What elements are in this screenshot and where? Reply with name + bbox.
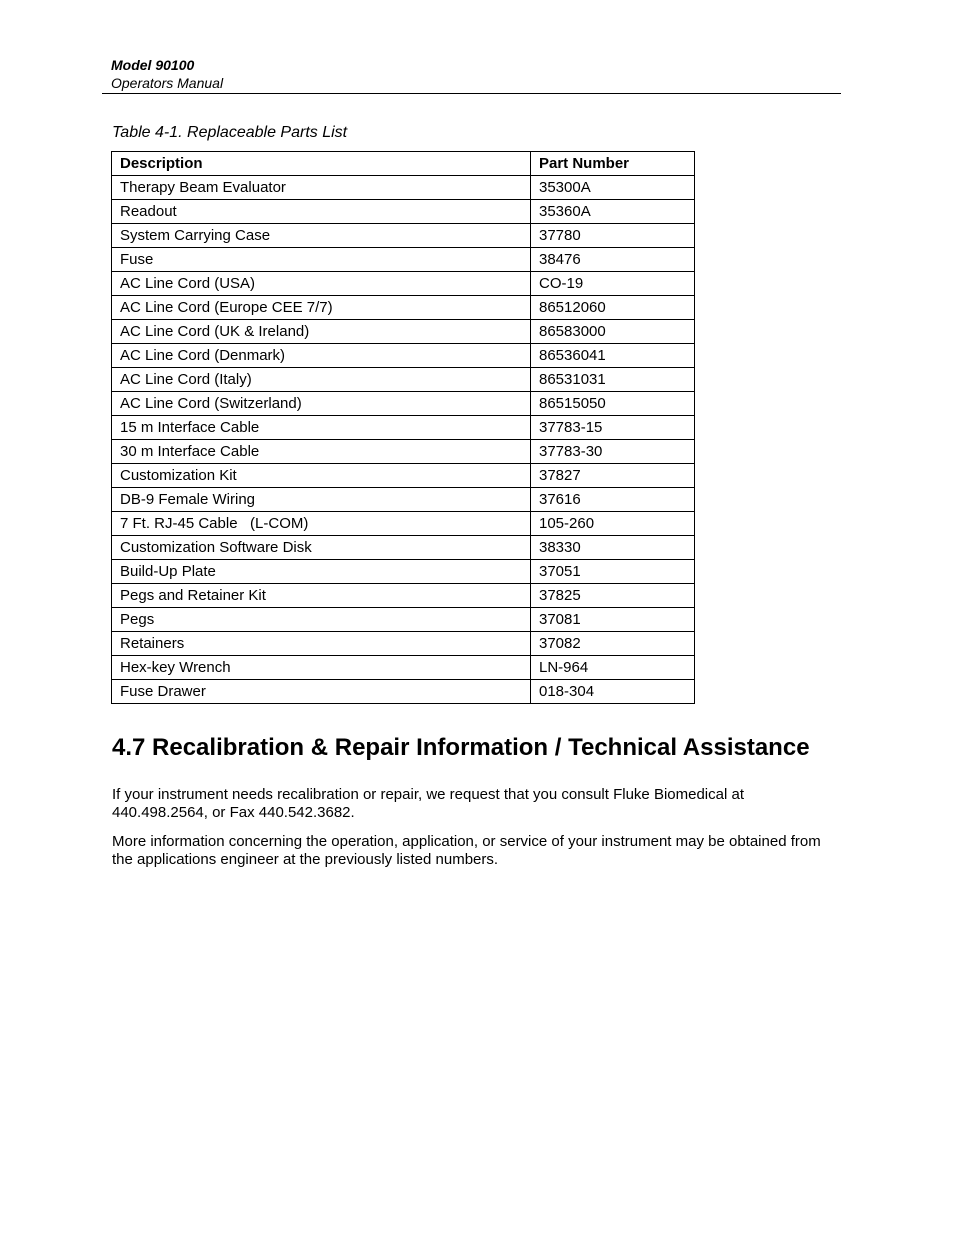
- cell-part-number: LN-964: [531, 656, 695, 680]
- cell-description: AC Line Cord (USA): [112, 272, 531, 296]
- table-row: [112, 560, 695, 584]
- table-row: [112, 176, 695, 200]
- cell-description: 7 Ft. RJ-45 Cable (L-COM): [112, 512, 531, 536]
- section-heading: 4.7 Recalibration & Repair Information / Technical Assistance: [112, 734, 810, 761]
- cell-description: Build-Up Plate: [112, 560, 531, 584]
- table-header-row: [112, 152, 695, 176]
- page-header: [102, 56, 841, 94]
- cell-part-number: 37616: [531, 488, 695, 512]
- cell-part-number: 38330: [531, 536, 695, 560]
- table-row: [112, 464, 695, 488]
- paragraph-more-information: More information concerning the operation, application, or service of your instrument may be obtained from the applications engineer at the previously listed numbers.: [112, 833, 821, 868]
- table-row: [112, 272, 695, 296]
- cell-description: 30 m Interface Cable: [112, 440, 531, 464]
- cell-description: Customization Kit: [112, 464, 531, 488]
- table-row: [112, 368, 695, 392]
- parts-table: [111, 151, 695, 704]
- table-row: [112, 224, 695, 248]
- cell-description: Pegs: [112, 608, 531, 632]
- cell-description: Pegs and Retainer Kit: [112, 584, 531, 608]
- cell-description: AC Line Cord (Switzerland): [112, 392, 531, 416]
- cell-description: AC Line Cord (UK & Ireland): [112, 320, 531, 344]
- column-header-description: Description: [112, 152, 531, 176]
- cell-description: AC Line Cord (Italy): [112, 368, 531, 392]
- cell-part-number: 35300A: [531, 176, 695, 200]
- cell-description: Therapy Beam Evaluator: [112, 176, 531, 200]
- table-row: [112, 200, 695, 224]
- cell-part-number: 37051: [531, 560, 695, 584]
- cell-description: AC Line Cord (Denmark): [112, 344, 531, 368]
- cell-part-number: 105-260: [531, 512, 695, 536]
- cell-part-number: 37082: [531, 632, 695, 656]
- table-caption: Table 4-1. Replaceable Parts List: [112, 124, 348, 141]
- cell-part-number: 37780: [531, 224, 695, 248]
- table-row: [112, 248, 695, 272]
- table-row: [112, 488, 695, 512]
- cell-part-number: 86515050: [531, 392, 695, 416]
- table-row: [112, 512, 695, 536]
- table-row: [112, 608, 695, 632]
- cell-description: Retainers: [112, 632, 531, 656]
- cell-part-number: 38476: [531, 248, 695, 272]
- table-row: [112, 632, 695, 656]
- cell-description: Fuse: [112, 248, 531, 272]
- table-row: [112, 296, 695, 320]
- cell-description: System Carrying Case: [112, 224, 531, 248]
- cell-description: DB-9 Female Wiring: [112, 488, 531, 512]
- table-row: [112, 584, 695, 608]
- table-row: [112, 680, 695, 704]
- table-row: [112, 536, 695, 560]
- cell-description: Hex-key Wrench: [112, 656, 531, 680]
- table-row: [112, 416, 695, 440]
- table-row: [112, 344, 695, 368]
- cell-part-number: 37825: [531, 584, 695, 608]
- column-header-part-number: Part Number: [531, 152, 695, 176]
- cell-part-number: 86512060: [531, 296, 695, 320]
- cell-part-number: 37783-15: [531, 416, 695, 440]
- table-row: [112, 392, 695, 416]
- cell-description: AC Line Cord (Europe CEE 7/7): [112, 296, 531, 320]
- cell-part-number: 86536041: [531, 344, 695, 368]
- cell-part-number: 86531031: [531, 368, 695, 392]
- table-row: [112, 440, 695, 464]
- paragraph-recalibration: If your instrument needs recalibration or repair, we request that you consult Fluke Biomedical at 440.498.2564, or Fax 440.542.3682.: [112, 786, 744, 821]
- cell-description: 15 m Interface Cable: [112, 416, 531, 440]
- cell-description: Customization Software Disk: [112, 536, 531, 560]
- cell-part-number: 018-304: [531, 680, 695, 704]
- cell-part-number: CO-19: [531, 272, 695, 296]
- cell-part-number: 35360A: [531, 200, 695, 224]
- header-manual: Operators Manual: [111, 75, 224, 91]
- cell-part-number: 86583000: [531, 320, 695, 344]
- cell-part-number: 37827: [531, 464, 695, 488]
- table-row: [112, 656, 695, 680]
- cell-description: Fuse Drawer: [112, 680, 531, 704]
- header-model: Model 90100: [111, 57, 195, 73]
- cell-part-number: 37783-30: [531, 440, 695, 464]
- cell-part-number: 37081: [531, 608, 695, 632]
- cell-description: Readout: [112, 200, 531, 224]
- table-row: [112, 320, 695, 344]
